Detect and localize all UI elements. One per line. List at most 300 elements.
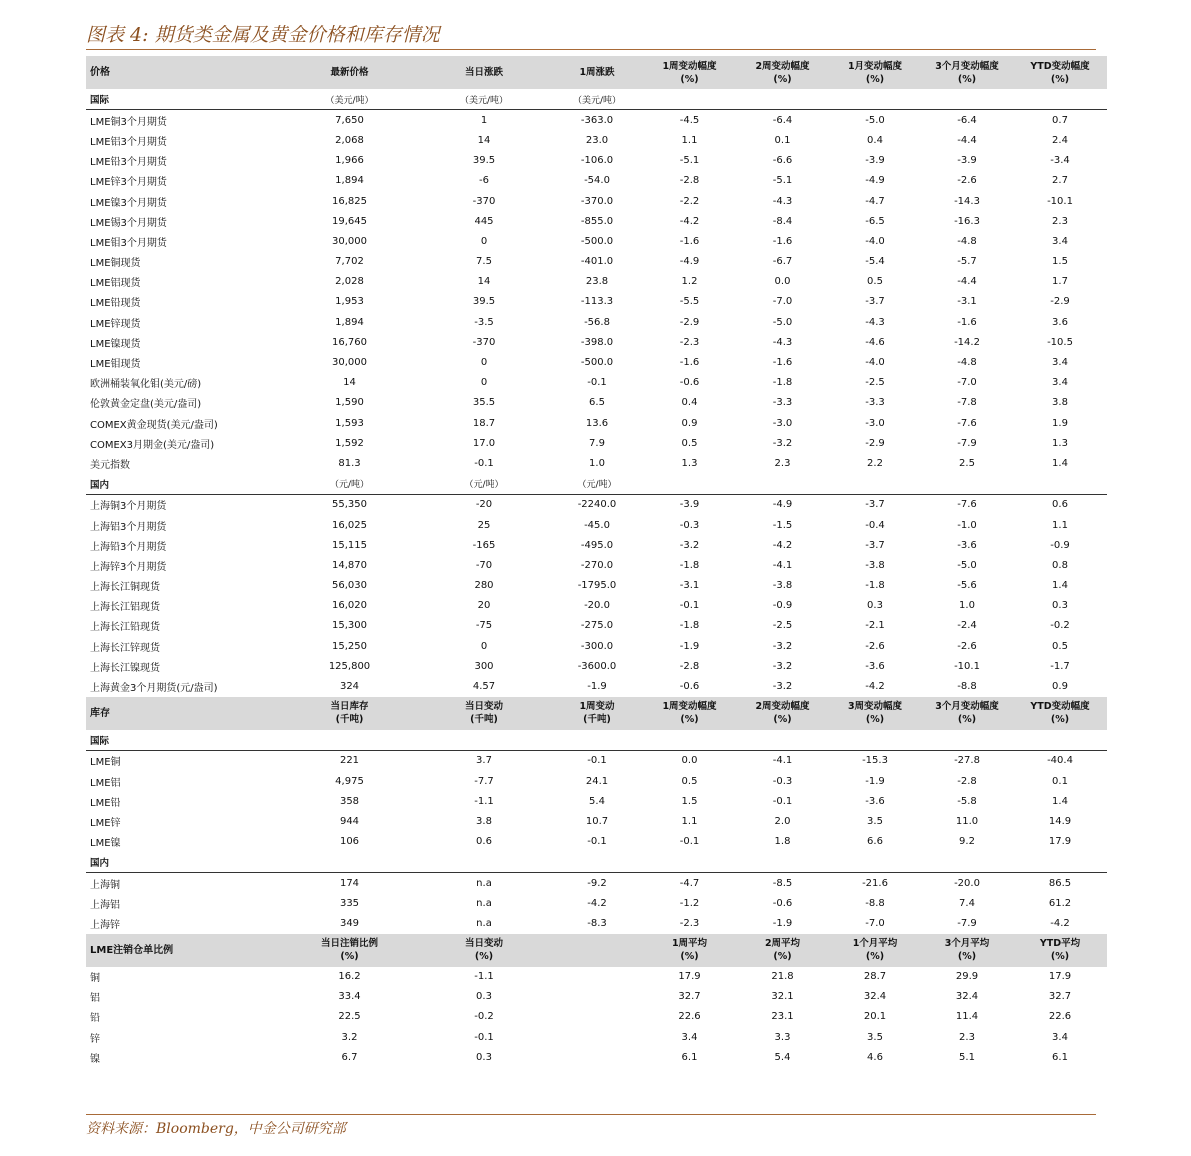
value-cell: -5.0 xyxy=(957,559,977,571)
value-cell: 2,068 xyxy=(335,134,364,146)
value-cell: 3.4 xyxy=(1052,235,1068,247)
value-cell: -4.8 xyxy=(957,357,977,369)
header-row xyxy=(86,697,1107,730)
value-cell: 0.3 xyxy=(1052,600,1068,612)
value-cell: -6.4 xyxy=(772,114,793,126)
value-cell: 17.9 xyxy=(678,971,701,983)
value-cell: -1.6 xyxy=(679,357,700,369)
value-cell: 14,870 xyxy=(332,559,367,571)
value-cell: -14.3 xyxy=(954,195,980,207)
empty-cell xyxy=(1013,730,1107,751)
table-row xyxy=(86,967,1107,987)
value-cell: 3.2 xyxy=(341,1031,358,1043)
value-cell: 4.6 xyxy=(867,1051,883,1063)
value-cell: -3.5 xyxy=(474,316,494,328)
value-cell: 56,030 xyxy=(332,580,367,592)
value-cell: -3.3 xyxy=(772,397,793,409)
row-label: 上海长江铜现货 xyxy=(90,582,160,594)
value-cell: 3.4 xyxy=(1052,377,1068,389)
empty-cell xyxy=(417,852,551,873)
value-cell: 23.1 xyxy=(771,1011,794,1023)
value-cell: 16,020 xyxy=(332,600,367,612)
table-row xyxy=(86,352,1107,372)
value-cell: -3.2 xyxy=(679,539,700,551)
value-cell: -4.4 xyxy=(957,276,977,288)
value-cell: 32.1 xyxy=(771,991,794,1003)
value-cell: 86.5 xyxy=(1048,877,1072,889)
table-row xyxy=(86,596,1107,616)
value-cell: 3.7 xyxy=(476,755,492,767)
column-header xyxy=(551,934,643,967)
column-header: 当日变动 (千吨) xyxy=(417,697,551,730)
row-label: 铅 xyxy=(90,1013,100,1025)
value-cell: 174 xyxy=(339,877,360,889)
value-cell: -1.8 xyxy=(679,559,700,571)
value-cell: -1.9 xyxy=(679,640,700,652)
empty-cell xyxy=(643,474,736,495)
value-cell: -0.1 xyxy=(679,836,700,848)
group-header-row xyxy=(86,474,1107,495)
value-cell: 1.4 xyxy=(1052,795,1068,807)
value-cell: -113.3 xyxy=(580,296,614,308)
empty-cell xyxy=(829,852,921,873)
value-cell: 6.1 xyxy=(1052,1051,1068,1063)
value-cell: -495.0 xyxy=(580,539,614,551)
value-cell: -0.1 xyxy=(679,600,700,612)
table-row xyxy=(86,832,1107,852)
value-cell: -2.8 xyxy=(957,775,977,787)
value-cell: -4.3 xyxy=(772,195,793,207)
value-cell: 1,894 xyxy=(335,316,364,328)
table-row xyxy=(86,656,1107,676)
empty-cell xyxy=(921,852,1013,873)
value-cell: -4.8 xyxy=(957,235,977,247)
value-cell: -3.8 xyxy=(865,559,885,571)
value-cell: 1.1 xyxy=(681,815,698,827)
value-cell: 3.6 xyxy=(1052,316,1068,328)
value-cell: 16,760 xyxy=(332,336,367,348)
column-header: 2周平均 (%) xyxy=(736,934,829,967)
value-cell: 1.3 xyxy=(1052,437,1068,449)
row-label: 上海长江铝现货 xyxy=(90,602,160,614)
value-cell: -2.9 xyxy=(679,316,700,328)
value-cell: -1.6 xyxy=(679,235,700,247)
value-cell: -4.4 xyxy=(957,134,977,146)
value-cell: -4.6 xyxy=(865,336,885,348)
value-cell: 13.6 xyxy=(585,417,609,429)
row-label: LME铅 xyxy=(90,797,121,809)
table-row xyxy=(86,211,1107,231)
value-cell: -3.7 xyxy=(865,539,885,551)
value-cell: -40.4 xyxy=(1047,755,1073,767)
value-cell: 6.1 xyxy=(681,1051,698,1063)
value-cell: -21.6 xyxy=(862,877,888,889)
value-cell: 0.3 xyxy=(476,991,492,1003)
empty-cell xyxy=(643,852,736,873)
table-row xyxy=(86,413,1107,433)
value-cell: 0 xyxy=(480,357,488,369)
empty-cell xyxy=(736,852,829,873)
value-cell: -0.1 xyxy=(587,755,607,767)
value-cell: -7.0 xyxy=(957,377,977,389)
group-header-row xyxy=(86,852,1107,873)
value-cell: -1795.0 xyxy=(577,580,617,592)
value-cell: 7,702 xyxy=(335,256,364,268)
value-cell: -16.3 xyxy=(954,215,980,227)
value-cell: -0.2 xyxy=(1050,620,1070,632)
value-cell: -165 xyxy=(472,539,496,551)
value-cell: 1.0 xyxy=(959,600,975,612)
value-cell: -54.0 xyxy=(584,175,610,187)
value-cell: -1.7 xyxy=(1050,660,1070,672)
value-cell: -7.0 xyxy=(772,296,793,308)
row-label: LME镍 xyxy=(90,838,121,850)
value-cell: 0.7 xyxy=(1052,114,1068,126)
value-cell: -4.2 xyxy=(772,539,793,551)
column-header: 1周平均 (%) xyxy=(643,934,736,967)
value-cell: -1.6 xyxy=(772,235,793,247)
value-cell: -45.0 xyxy=(584,519,610,531)
value-cell: 6.7 xyxy=(341,1051,358,1063)
value-cell: 0.4 xyxy=(681,397,698,409)
value-cell: 1.8 xyxy=(774,836,791,848)
value-cell: -363.0 xyxy=(580,114,614,126)
value-cell: -0.3 xyxy=(679,519,700,531)
value-cell: 0.3 xyxy=(867,600,883,612)
column-header: 1周变动 (千吨) xyxy=(551,697,643,730)
row-label: LME镍现货 xyxy=(90,338,141,350)
value-cell: -0.3 xyxy=(772,775,793,787)
value-cell: 5.4 xyxy=(589,795,605,807)
empty-cell xyxy=(417,730,551,751)
value-cell: -5.1 xyxy=(772,175,793,187)
value-cell: -4.2 xyxy=(1050,917,1070,929)
table-row xyxy=(86,1027,1107,1047)
row-label: 上海锌3个月期货 xyxy=(90,561,167,573)
value-cell: 1,593 xyxy=(335,417,364,429)
row-label: LME钼现货 xyxy=(90,359,141,371)
value-cell: -275.0 xyxy=(580,620,614,632)
value-cell: 1,953 xyxy=(335,296,364,308)
value-cell: -8.3 xyxy=(587,917,607,929)
table-row xyxy=(86,872,1107,893)
table-row xyxy=(86,515,1107,535)
value-cell: 0.5 xyxy=(681,437,698,449)
value-cell: 2.4 xyxy=(1052,134,1068,146)
value-cell: 0.0 xyxy=(681,755,698,767)
value-cell: 0.1 xyxy=(1052,775,1068,787)
value-cell: 221 xyxy=(339,755,360,767)
table-row xyxy=(86,272,1107,292)
value-cell: 19,645 xyxy=(332,215,367,227)
value-cell: 9.2 xyxy=(959,836,975,848)
value-cell: -500.0 xyxy=(580,235,614,247)
value-cell: -5.8 xyxy=(957,795,977,807)
value-cell xyxy=(551,1027,643,1047)
value-cell: 15,250 xyxy=(332,640,367,652)
value-cell: 14 xyxy=(477,276,491,288)
empty-cell xyxy=(643,89,736,110)
value-cell: -4.2 xyxy=(679,215,700,227)
value-cell: 22.6 xyxy=(678,1011,701,1023)
value-cell: 1.9 xyxy=(1052,417,1068,429)
value-cell: -3.7 xyxy=(865,499,885,511)
value-cell: -20.0 xyxy=(954,877,980,889)
row-label: LME锡3个月期货 xyxy=(90,217,167,229)
value-cell: 15,300 xyxy=(332,620,367,632)
value-cell xyxy=(551,967,643,987)
value-cell: -3.9 xyxy=(679,499,700,511)
value-cell: 35.5 xyxy=(472,397,496,409)
value-cell: 5.1 xyxy=(959,1051,975,1063)
value-cell: 0.8 xyxy=(1052,559,1068,571)
title-divider xyxy=(86,49,1096,50)
empty-cell xyxy=(282,852,417,873)
value-cell: 0.6 xyxy=(476,836,492,848)
unit-label: （元/吨） xyxy=(282,474,417,495)
value-cell: -4.0 xyxy=(865,235,885,247)
value-cell: 7.4 xyxy=(959,897,975,909)
table-row xyxy=(86,433,1107,453)
row-label: COMEX3月期金(美元/盎司) xyxy=(90,439,215,451)
value-cell: -1.9 xyxy=(865,775,885,787)
row-label: LME铜3个月期货 xyxy=(90,116,167,128)
value-cell: 20.1 xyxy=(863,1011,887,1023)
value-cell: -5.5 xyxy=(679,296,700,308)
table-row xyxy=(86,636,1107,656)
value-cell: -7.6 xyxy=(957,417,977,429)
value-cell: -3.2 xyxy=(772,681,793,693)
value-cell: 1.5 xyxy=(681,795,698,807)
table-row xyxy=(86,252,1107,272)
value-cell: -75 xyxy=(475,620,493,632)
row-label: 上海长江铅现货 xyxy=(90,622,160,634)
empty-cell xyxy=(551,852,643,873)
value-cell: -500.0 xyxy=(580,357,614,369)
column-header: 1月变动幅度 (%) xyxy=(829,56,921,89)
footer-divider xyxy=(86,1114,1096,1115)
value-cell: 280 xyxy=(474,580,494,592)
value-cell: 15,115 xyxy=(332,539,367,551)
value-cell xyxy=(551,987,643,1007)
value-cell: 22.6 xyxy=(1048,1011,1072,1023)
value-cell: -2.3 xyxy=(679,336,700,348)
value-cell: -1.5 xyxy=(772,519,793,531)
row-label: 锌 xyxy=(90,1033,100,1045)
column-header: 1周涨跌 xyxy=(551,56,643,89)
unit-label: （元/吨） xyxy=(417,474,551,495)
value-cell: 2.5 xyxy=(959,457,975,469)
empty-cell xyxy=(1013,474,1107,495)
value-cell: 25 xyxy=(477,519,491,531)
value-cell: 6.5 xyxy=(589,397,605,409)
value-cell: -10.1 xyxy=(1047,195,1073,207)
value-cell: -3600.0 xyxy=(577,660,617,672)
value-cell: n.a xyxy=(476,877,492,889)
row-label: LME铜现货 xyxy=(90,258,141,270)
empty-cell xyxy=(921,730,1013,751)
value-cell: 23.0 xyxy=(585,134,609,146)
row-label: LME锌3个月期货 xyxy=(90,177,167,189)
value-cell: -2.9 xyxy=(865,437,885,449)
value-cell: -2240.0 xyxy=(577,499,617,511)
row-label: LME镍3个月期货 xyxy=(90,197,167,209)
row-label: LME铅3个月期货 xyxy=(90,157,167,169)
table-row xyxy=(86,292,1107,312)
value-cell: 3.4 xyxy=(1052,357,1068,369)
value-cell: -106.0 xyxy=(580,155,614,167)
value-cell: 17.0 xyxy=(472,437,496,449)
value-cell: 33.4 xyxy=(338,991,361,1003)
value-cell: 10.7 xyxy=(585,815,609,827)
header-row xyxy=(86,56,1107,89)
value-cell: 106 xyxy=(339,836,360,848)
table-row xyxy=(86,332,1107,352)
value-cell: 3.8 xyxy=(1052,397,1068,409)
empty-cell xyxy=(736,89,829,110)
empty-cell xyxy=(1013,89,1107,110)
value-cell: 1.4 xyxy=(1052,457,1068,469)
value-cell: -7.9 xyxy=(957,917,977,929)
group-header-row xyxy=(86,89,1107,110)
value-cell: 17.9 xyxy=(1048,971,1072,983)
value-cell: 335 xyxy=(339,897,360,909)
value-cell: -0.1 xyxy=(587,836,607,848)
value-cell: -14.2 xyxy=(954,336,980,348)
value-cell: 28.7 xyxy=(863,971,887,983)
value-cell: 1,966 xyxy=(335,155,364,167)
value-cell: 22.5 xyxy=(338,1011,361,1023)
table-row xyxy=(86,771,1107,791)
column-header: 当日变动 (%) xyxy=(417,934,551,967)
value-cell: 1 xyxy=(480,114,488,126)
value-cell: -2.3 xyxy=(679,917,700,929)
value-cell: -5.1 xyxy=(679,155,700,167)
report-title: 图表 4: 期货类金属及黄金价格和库存情况 xyxy=(86,24,440,46)
row-label: LME铝3个月期货 xyxy=(90,136,167,148)
value-cell: -300.0 xyxy=(580,640,614,652)
value-cell: -370 xyxy=(472,195,496,207)
column-header: 当日库存 (千吨) xyxy=(282,697,417,730)
row-label: 上海铝3个月期货 xyxy=(90,521,167,533)
value-cell: -0.6 xyxy=(772,897,793,909)
column-header: 库存 xyxy=(86,697,282,730)
value-cell: 30,000 xyxy=(332,235,367,247)
value-cell: -2.9 xyxy=(1050,296,1070,308)
source-note: 资料来源：Bloomberg，中金公司研究部 xyxy=(86,1121,346,1137)
value-cell: 14 xyxy=(343,377,356,389)
value-cell: 445 xyxy=(474,215,494,227)
value-cell: -3.3 xyxy=(865,397,885,409)
value-cell: -0.1 xyxy=(772,795,793,807)
table-row xyxy=(86,453,1107,473)
value-cell: 16,825 xyxy=(332,195,367,207)
table-row xyxy=(86,676,1107,696)
value-cell: 32.4 xyxy=(863,991,887,1003)
empty-cell xyxy=(921,89,1013,110)
value-cell: 24.1 xyxy=(585,775,609,787)
value-cell: -1.6 xyxy=(772,357,793,369)
table-row xyxy=(86,191,1107,211)
metals-price-stock-table xyxy=(86,56,1107,1067)
value-cell: -3.6 xyxy=(865,795,885,807)
value-cell: -2.8 xyxy=(679,175,700,187)
value-cell: -1.2 xyxy=(679,897,700,909)
value-cell: 0 xyxy=(480,377,488,389)
row-label: LME铝 xyxy=(90,777,121,789)
value-cell: -4.3 xyxy=(865,316,885,328)
column-header: 3个月平均 (%) xyxy=(921,934,1013,967)
value-cell: -4.7 xyxy=(679,877,700,889)
value-cell: -4.0 xyxy=(865,357,885,369)
empty-cell xyxy=(1013,852,1107,873)
value-cell: 21.8 xyxy=(771,971,794,983)
value-cell: -3.7 xyxy=(865,296,885,308)
value-cell: -4.9 xyxy=(865,175,885,187)
value-cell: 32.4 xyxy=(955,991,979,1003)
value-cell: 3.5 xyxy=(867,1031,883,1043)
value-cell: -0.1 xyxy=(474,1031,494,1043)
value-cell: -8.5 xyxy=(772,877,793,889)
value-cell: 39.5 xyxy=(472,296,496,308)
value-cell: 11.0 xyxy=(955,815,979,827)
value-cell: -1.1 xyxy=(474,971,494,983)
row-label: 上海铝 xyxy=(90,899,120,911)
value-cell: -3.2 xyxy=(772,660,793,672)
value-cell: -3.0 xyxy=(865,417,885,429)
value-cell: -8.4 xyxy=(772,215,793,227)
value-cell: 20 xyxy=(477,600,491,612)
unit-label: （美元/吨） xyxy=(551,89,643,110)
value-cell: -5.4 xyxy=(865,256,885,268)
value-cell: -6.4 xyxy=(957,114,977,126)
value-cell: 0.4 xyxy=(867,134,883,146)
table-row xyxy=(86,171,1107,191)
value-cell: 324 xyxy=(339,681,360,693)
value-cell: 1.4 xyxy=(1052,580,1068,592)
group-label: 国内 xyxy=(86,474,282,495)
value-cell: 0.9 xyxy=(681,417,698,429)
value-cell: -8.8 xyxy=(865,897,885,909)
value-cell: -10.1 xyxy=(954,660,980,672)
value-cell: 944 xyxy=(339,815,360,827)
value-cell: -2.1 xyxy=(865,620,885,632)
value-cell: -2.5 xyxy=(865,377,885,389)
value-cell: -0.2 xyxy=(474,1011,494,1023)
table-row xyxy=(86,811,1107,831)
value-cell: 0.5 xyxy=(1052,640,1068,652)
value-cell: 358 xyxy=(339,795,360,807)
value-cell: 11.4 xyxy=(955,1011,979,1023)
value-cell: -27.8 xyxy=(954,755,980,767)
table-row xyxy=(86,913,1107,933)
column-header: 最新价格 xyxy=(282,56,417,89)
value-cell: -4.1 xyxy=(772,559,793,571)
value-cell: 2.3 xyxy=(1052,215,1068,227)
value-cell: 3.4 xyxy=(1052,1031,1068,1043)
row-label: LME铝现货 xyxy=(90,278,141,290)
value-cell: 18.7 xyxy=(472,417,496,429)
group-header-row xyxy=(86,730,1107,751)
value-cell: -7.0 xyxy=(865,917,885,929)
value-cell: -0.4 xyxy=(865,519,885,531)
value-cell: -3.0 xyxy=(772,417,793,429)
empty-cell xyxy=(829,730,921,751)
value-cell: -9.2 xyxy=(587,877,607,889)
value-cell: -3.8 xyxy=(772,580,793,592)
column-header: 3个月变动幅度 (%) xyxy=(921,56,1013,89)
value-cell xyxy=(551,1047,643,1067)
